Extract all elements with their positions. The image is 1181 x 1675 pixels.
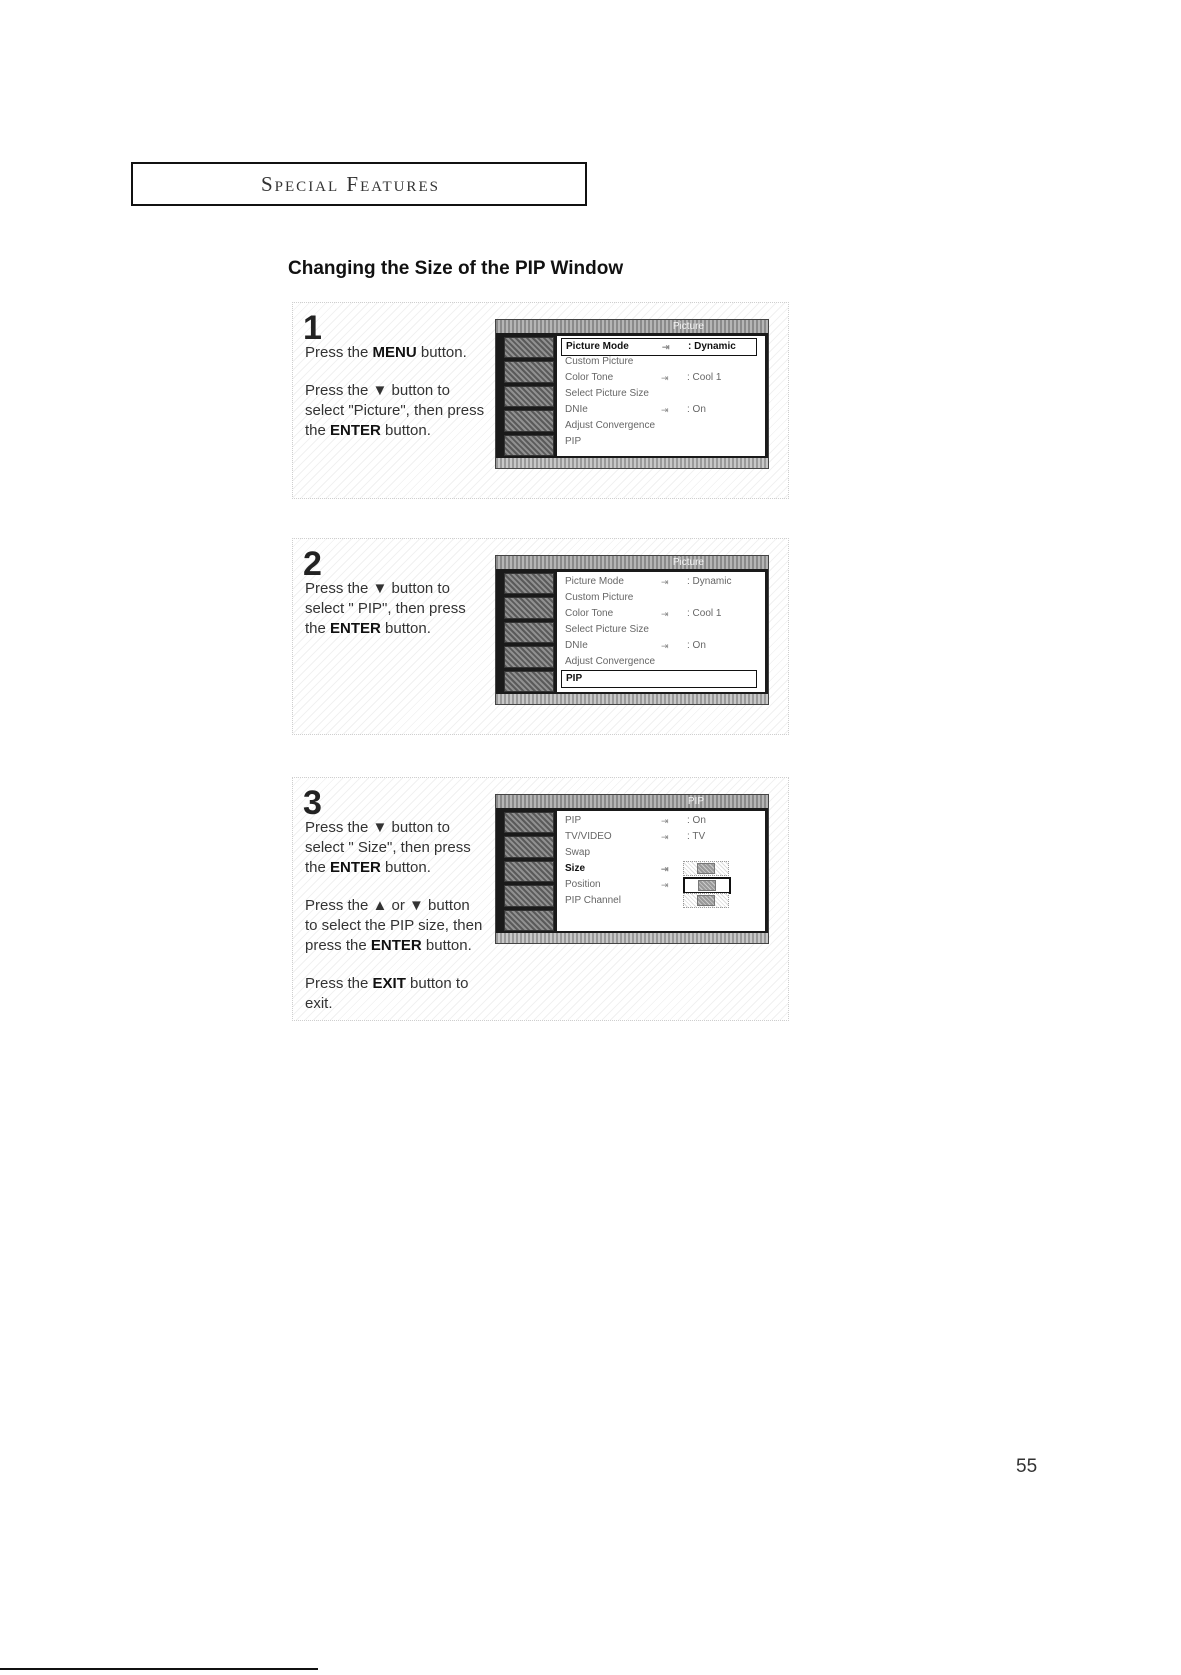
menu-row: Adjust Convergence <box>565 420 656 431</box>
menu-row: PIP Channel <box>565 895 621 906</box>
menu-row: Custom Picture <box>565 356 634 367</box>
screen-title-bar <box>496 795 768 808</box>
channel-icon <box>504 646 554 667</box>
screen-title-bar <box>496 556 768 569</box>
instruction: Press the EXIT button to exit. <box>305 975 469 1012</box>
pip-size-option-large <box>683 861 729 876</box>
step-instructions <box>305 343 485 459</box>
menu-row: Select Picture Size <box>565 388 649 399</box>
menu-row: PIP <box>565 436 582 447</box>
screen-title: Picture <box>672 321 704 332</box>
step-3 <box>292 777 789 1021</box>
step-instructions <box>305 579 485 657</box>
setup-icon <box>504 435 554 456</box>
instruction: Press the ▼ button to select " PIP", then press the ENTER button. <box>305 580 466 637</box>
section-header <box>131 162 587 206</box>
input-icon <box>504 812 554 833</box>
arrow-icon: ⇥ <box>661 880 669 890</box>
menu-row: PIP <box>561 670 757 688</box>
picture-icon <box>504 836 554 857</box>
channel-icon <box>504 410 554 431</box>
sound-icon <box>504 386 554 407</box>
pip-size-option-small <box>683 893 729 908</box>
step-1 <box>292 302 789 499</box>
menu-row: Position ⇥ <box>561 877 757 893</box>
arrow-icon: ⇥ <box>661 832 669 842</box>
menu-row: Swap <box>565 847 591 858</box>
arrow-icon: ⇥ <box>661 405 669 415</box>
menu-category-icons <box>504 573 554 692</box>
input-icon <box>504 337 554 358</box>
picture-icon <box>504 361 554 382</box>
tv-menu-screen <box>495 555 769 705</box>
step-instructions <box>305 818 485 1032</box>
arrow-icon: ⇥ <box>661 609 669 619</box>
step-2 <box>292 538 789 735</box>
arrow-icon: ⇥ <box>661 373 669 383</box>
sound-icon <box>504 861 554 882</box>
instruction: Press the ▼ button to select "Picture", then press the ENTER button. <box>305 382 485 439</box>
instruction: Press the ▼ button to select " Size", then press the ENTER button. <box>305 819 471 876</box>
screen-title: Picture <box>672 557 704 568</box>
instruction: Press the ▲ or ▼ button to select the PIP size, then press the ENTER button. <box>305 897 483 954</box>
header-title: Special Features <box>261 171 440 196</box>
screen-title: PIP <box>687 796 704 807</box>
screen-bottom-bar <box>496 933 768 943</box>
menu-panel <box>557 811 765 931</box>
arrow-icon: ⇥ <box>661 577 669 587</box>
screen-title-bar <box>496 320 768 333</box>
screen-bottom-bar <box>496 694 768 704</box>
page-number: 55 <box>1016 1456 1038 1477</box>
step-number: 3 <box>303 784 322 822</box>
footer-rule <box>0 1668 318 1670</box>
menu-row: Size ⇥ <box>561 861 757 877</box>
menu-row: Adjust Convergence <box>565 656 656 667</box>
tv-menu-screen <box>495 319 769 469</box>
setup-icon <box>504 671 554 692</box>
menu-row: DNIe ⇥ : On <box>561 402 757 418</box>
setup-icon <box>504 910 554 931</box>
arrow-icon: ⇥ <box>661 816 669 826</box>
menu-row: Color Tone ⇥ : Cool 1 <box>561 370 757 386</box>
channel-icon <box>504 885 554 906</box>
menu-category-icons <box>504 812 554 931</box>
step-number: 1 <box>303 309 322 347</box>
arrow-icon: ⇥ <box>662 342 670 352</box>
section-title: Changing the Size of the PIP Window <box>288 258 624 279</box>
arrow-icon: ⇥ <box>661 641 669 651</box>
pip-size-option-medium <box>683 877 731 894</box>
step-number: 2 <box>303 545 322 583</box>
menu-panel <box>557 572 765 692</box>
sound-icon <box>504 622 554 643</box>
screen-bottom-bar <box>496 458 768 468</box>
menu-category-icons <box>504 337 554 456</box>
menu-row: Picture Mode ⇥ : Dynamic <box>561 338 757 356</box>
tv-menu-screen <box>495 794 769 944</box>
menu-row: DNIe ⇥ : On <box>561 638 757 654</box>
menu-row: PIP ⇥ : On <box>561 813 757 829</box>
menu-panel <box>557 336 765 456</box>
menu-row: Select Picture Size <box>565 624 649 635</box>
input-icon <box>504 573 554 594</box>
arrow-icon: ⇥ <box>661 864 669 874</box>
menu-row: Custom Picture <box>565 592 634 603</box>
menu-row: TV/VIDEO ⇥ : TV <box>561 829 757 845</box>
menu-row: Color Tone ⇥ : Cool 1 <box>561 606 757 622</box>
menu-row: Picture Mode ⇥ : Dynamic <box>561 574 757 590</box>
picture-icon <box>504 597 554 618</box>
instruction: Press the MENU button. <box>305 344 467 361</box>
